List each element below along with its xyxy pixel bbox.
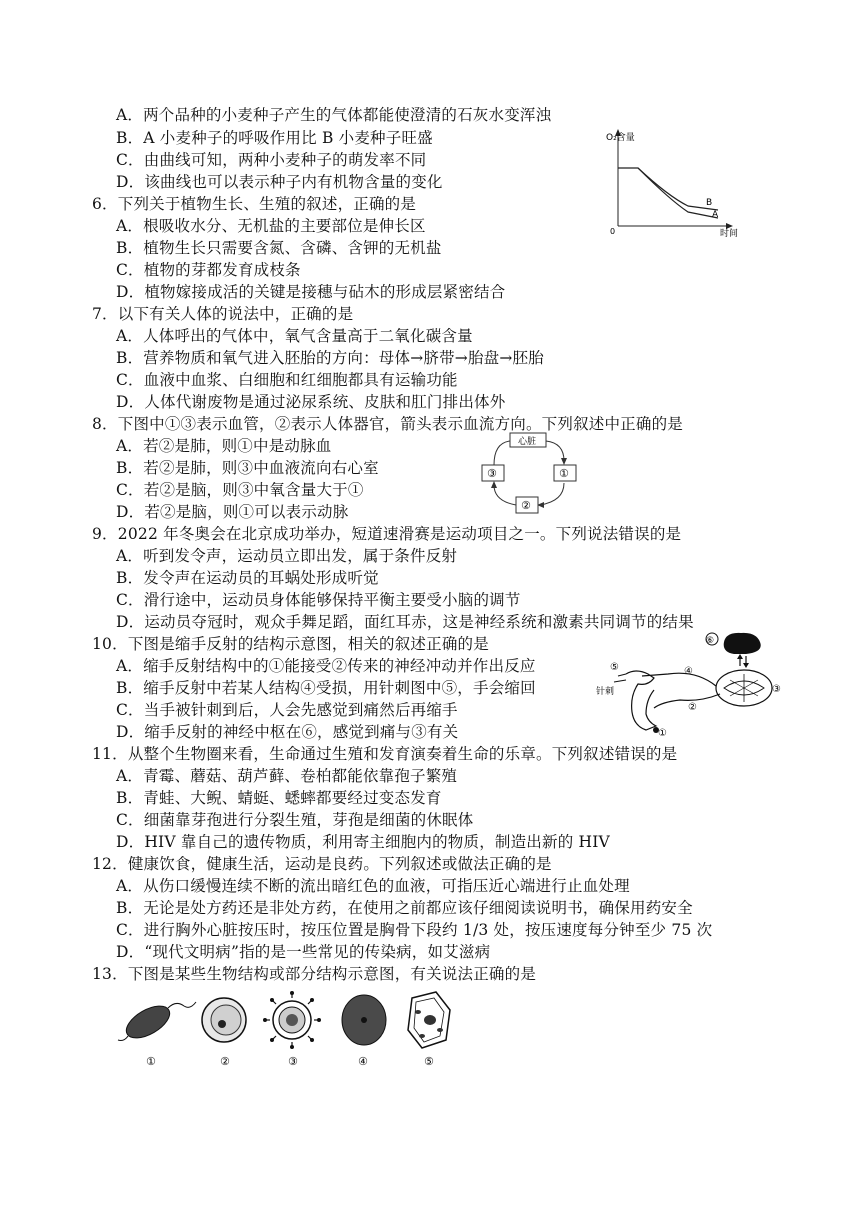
q13-label-5: ⑤: [424, 1055, 434, 1068]
q13-label-1: ①: [146, 1055, 156, 1068]
q10-stem: 10．下图是缩手反射的结构示意图，相关的叙述正确的是: [92, 635, 489, 653]
q10-label-4: ④: [684, 666, 693, 677]
virus-icon: [263, 991, 321, 1049]
q5-curve-label-b: B: [706, 198, 713, 208]
q10-reflex-arc-figure: [596, 630, 786, 745]
q6-option-b: B．植物生长只需要含氮、含磷、含钾的无机盐: [116, 239, 442, 257]
q9-option-c: C．滑行途中，运动员身体能够保持平衡主要受小脑的调节: [116, 591, 521, 609]
q13-label-4: ④: [358, 1055, 368, 1068]
q8-option-d: D．若②是脑，则①可以表示动脉: [116, 503, 349, 521]
q9-option-a: A．听到发令声，运动员立即出发，属于条件反射: [116, 547, 458, 565]
q8-label-1: ①: [559, 467, 569, 480]
q9-option-d: D．运动员夺冠时，观众手舞足蹈，面红耳赤，这是神经系统和激素共同调节的结果: [116, 613, 694, 631]
q5-xlabel: 时间: [720, 229, 739, 239]
q5-option-b: B．A 小麦种子的呼吸作用比 B 小麦种子旺盛: [116, 129, 433, 147]
q10-option-c: C．当手被针刺到后，人会先感觉到痛然后再缩手: [116, 701, 458, 719]
q10-label-6: ⑥: [706, 636, 715, 646]
q7-option-a: A．人体呼出的气体中，氧气含量高于二氧化碳含量: [116, 327, 473, 345]
q11-option-d: D．HIV 靠自己的遗传物质，利用寄主细胞内的物质，制造出新的 HIV: [116, 833, 610, 851]
yeast-cell-icon: [202, 998, 246, 1042]
q10-option-d: D．缩手反射的神经中枢在⑥，感觉到痛与③有关: [116, 723, 459, 741]
q7-stem: 7．以下有关人体的说法中，正确的是: [92, 305, 354, 323]
q12-option-d: D．“现代文明病”指的是一些常见的传染病，如艾滋病: [116, 943, 491, 961]
q12-option-b: B．无论是处方药还是非处方药，在使用之前都应该仔细阅读说明书，确保用药安全: [116, 899, 693, 917]
q11-option-a: A．青霉、蘑菇、葫芦藓、卷柏都能依靠孢子繁殖: [116, 767, 458, 785]
q10-option-b: B．缩手反射中若某人结构④受损，用针刺图中⑤，手会缩回: [116, 679, 536, 697]
q8-label-3: ③: [487, 467, 497, 480]
q10-label-3: ③: [772, 684, 781, 695]
bacterium-icon: [118, 1000, 196, 1045]
q5-option-c: C．由曲线可知，两种小麦种子的萌发率不同: [116, 151, 427, 169]
q13-label-3: ③: [288, 1055, 298, 1068]
q11-option-c: C．细菌靠芽孢进行分裂生殖，芽孢是细菌的休眠体: [116, 811, 474, 829]
q5-option-d: D．该曲线也可以表示种子内有机物含量的变化: [116, 173, 443, 191]
q12-stem: 12．健康饮食，健康生活，运动是良药。下列叙述或做法正确的是: [92, 855, 552, 873]
animal-cell-icon: [342, 995, 386, 1045]
q8-heart-label: 心脏: [518, 437, 537, 447]
q5-option-a: A．两个品种的小麦种子产生的气体都能使澄清的石灰水变浑浊: [116, 106, 552, 124]
q10-label-1: ①: [658, 728, 667, 739]
q13-label-2: ②: [220, 1055, 230, 1068]
q5-origin: 0: [610, 227, 616, 236]
q6-option-c: C．植物的芽都发育成枝条: [116, 261, 301, 279]
q8-option-b: B．若②是肺，则③中血液流向右心室: [116, 459, 379, 477]
q6-option-a: A．根吸收水分、无机盐的主要部位是伸长区: [116, 217, 426, 235]
q8-stem: 8．下图中①③表示血管，②表示人体器官，箭头表示血流方向。下列叙述中正确的是: [92, 415, 683, 433]
q10-label-2: ②: [688, 702, 697, 713]
q10-label-5: ⑤: [610, 662, 619, 673]
q9-stem: 9．2022 年冬奥会在北京成功举办，短道速滑赛是运动项目之一。下列说法错误的是: [92, 525, 682, 543]
q5-o2-curve-figure: [598, 126, 748, 239]
q8-circulation-figure: [474, 433, 584, 515]
q11-stem: 11．从整个生物圈来看，生命通过生殖和发育演奏着生命的乐章。下列叙述错误的是: [92, 745, 678, 763]
q10-needle-label: 针刺: [596, 687, 615, 697]
q5-curve-label-a: A: [712, 210, 719, 220]
q13-organisms-figure: [118, 990, 458, 1070]
q9-option-b: B．发令声在运动员的耳蜗处形成听觉: [116, 569, 379, 587]
q13-stem: 13．下图是某些生物结构或部分结构示意图，有关说法正确的是: [92, 965, 537, 983]
q7-option-d: D．人体代谢废物是通过泌尿系统、皮肤和肛门排出体外: [116, 393, 506, 411]
q7-option-b: B．营养物质和氧气进入胚胎的方向：母体→脐带→胎盘→胚胎: [116, 349, 544, 367]
plant-cell-icon: [408, 992, 450, 1048]
q6-stem: 6．下列关于植物生长、生殖的叙述，正确的是: [92, 195, 417, 213]
q10-option-a: A．缩手反射结构中的①能接受②传来的神经冲动并作出反应: [116, 657, 536, 675]
q11-option-b: B．青蛙、大鲵、蜻蜓、蟋蟀都要经过变态发育: [116, 789, 442, 807]
q8-option-a: A．若②是肺，则①中是动脉血: [116, 437, 332, 455]
q5-ylabel: O₂含量: [606, 133, 635, 143]
q8-label-2: ②: [521, 499, 531, 512]
q12-option-a: A．从伤口缓慢连续不断的流出暗红色的血液，可指压近心端进行止血处理: [116, 877, 630, 895]
q6-option-d: D．植物嫁接成活的关键是接穗与砧木的形成层紧密结合: [116, 283, 506, 301]
q7-option-c: C．血液中血浆、白细胞和红细胞都具有运输功能: [116, 371, 458, 389]
q12-option-c: C．进行胸外心脏按压时，按压位置是胸骨下段约 1/3 处，按压速度每分钟至少 75 次: [116, 921, 713, 939]
q8-option-c: C．若②是脑，则③中氧含量大于①: [116, 481, 364, 499]
